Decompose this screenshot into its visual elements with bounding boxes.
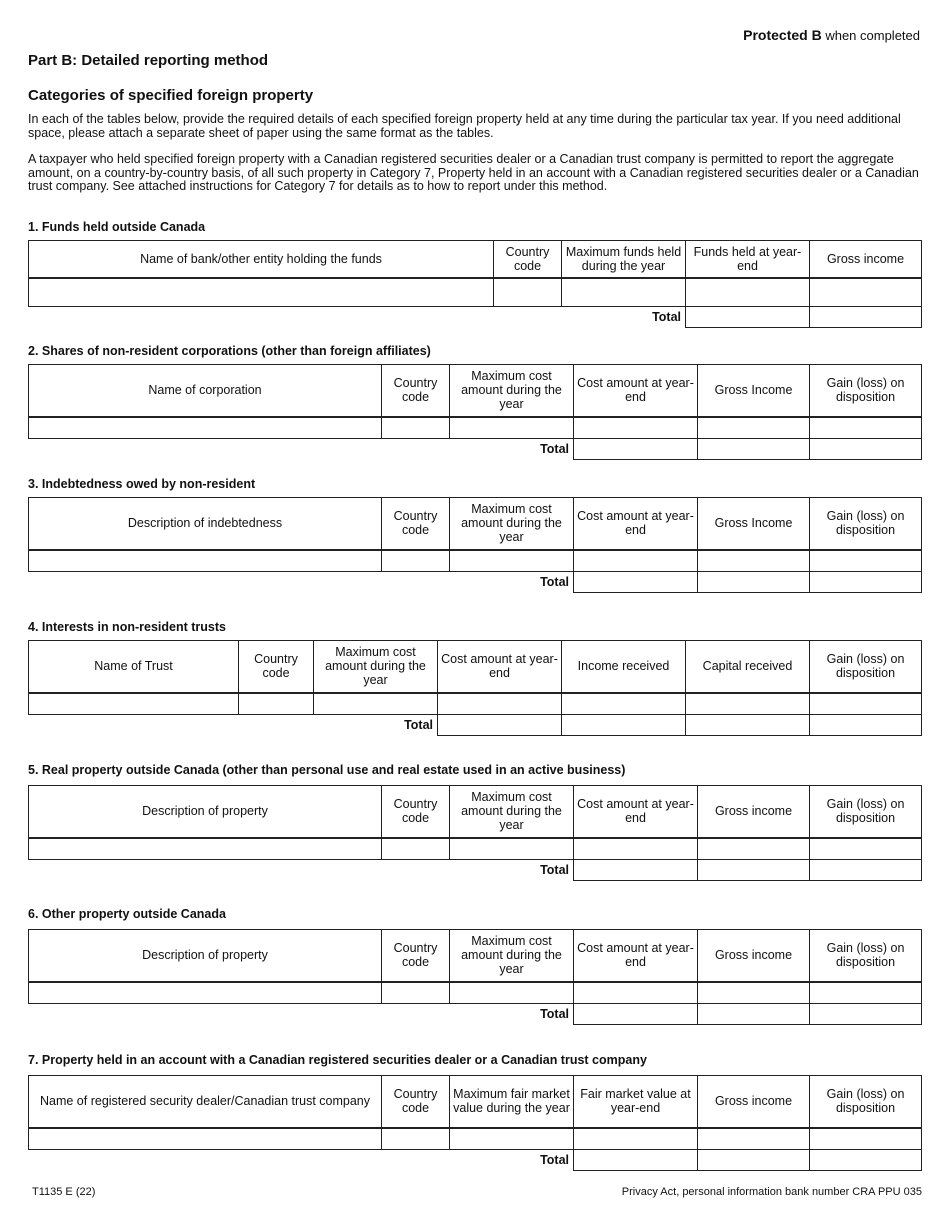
max-funds-field[interactable] xyxy=(562,278,686,307)
gain-loss-field[interactable] xyxy=(810,693,922,715)
year-end-cost-field[interactable] xyxy=(574,417,698,439)
section-6-table xyxy=(28,929,922,1025)
year-end-funds-field[interactable] xyxy=(686,278,810,307)
total-label: Total xyxy=(540,1007,569,1022)
max-fair-market-value-field[interactable] xyxy=(450,1128,574,1150)
country-code-field[interactable] xyxy=(382,838,450,860)
column-header: Description of property xyxy=(29,786,382,838)
protected-b-label: Protected B xyxy=(743,27,822,43)
column-header: Gross income xyxy=(698,786,810,838)
gross-income-field[interactable] xyxy=(698,982,810,1004)
income-received-field[interactable] xyxy=(562,693,686,715)
max-cost-field[interactable] xyxy=(450,982,574,1004)
column-header: Income received xyxy=(562,641,686,693)
total-gain-loss-field[interactable] xyxy=(810,1150,922,1171)
total-gain-loss-field[interactable] xyxy=(810,860,922,881)
country-code-field[interactable] xyxy=(494,278,562,307)
column-header: Gross income xyxy=(698,930,810,982)
column-header: Gross Income xyxy=(698,498,810,550)
column-header: Gain (loss) on disposition xyxy=(810,786,922,838)
column-header: Description of indebtedness xyxy=(29,498,382,550)
entity-name-field[interactable] xyxy=(29,278,494,307)
intro-paragraph-2: A taxpayer who held specified foreign property with a Canadian registered securities dealer or a Canadian trust company is permitted to report the aggregate amount, on a country-by-country basis, of all such property in Category 7, Property held in an account with a Canadian registered securities dealer or a Canadian trust company. See attached instructions for Category 7 for details as to how to report under this method. xyxy=(28,152,919,193)
column-header: Name of Trust xyxy=(29,641,239,693)
section-4-title: 4. Interests in non-resident trusts xyxy=(28,620,226,634)
corporation-name-field[interactable] xyxy=(29,417,382,439)
gain-loss-field[interactable] xyxy=(810,417,922,439)
gross-income-field[interactable] xyxy=(698,1128,810,1150)
total-gross-income-field[interactable] xyxy=(698,572,810,593)
max-cost-field[interactable] xyxy=(314,693,438,715)
total-label: Total xyxy=(540,575,569,590)
total-gross-income-field[interactable] xyxy=(698,860,810,881)
column-header: Country code xyxy=(382,365,450,417)
total-cost-field[interactable] xyxy=(574,439,698,460)
indebtedness-description-field[interactable] xyxy=(29,550,382,572)
column-header: Country code xyxy=(382,1076,450,1128)
section-1-table xyxy=(28,240,922,328)
country-code-field[interactable] xyxy=(382,982,450,1004)
total-gross-income-field[interactable] xyxy=(698,439,810,460)
gross-income-field[interactable] xyxy=(698,550,810,572)
section-4-table xyxy=(28,640,922,736)
column-header: Description of property xyxy=(29,930,382,982)
gain-loss-field[interactable] xyxy=(810,550,922,572)
gain-loss-field[interactable] xyxy=(810,1128,922,1150)
dealer-name-field[interactable] xyxy=(29,1128,382,1150)
total-cost-field[interactable] xyxy=(574,860,698,881)
column-header: Country code xyxy=(494,241,562,278)
column-header: Maximum cost amount during the year xyxy=(450,930,574,982)
categories-title: Categories of specified foreign property xyxy=(28,87,314,104)
section-7-title: 7. Property held in an account with a Canadian registered securities dealer or a Canadian trust company xyxy=(28,1053,647,1067)
total-label: Total xyxy=(540,442,569,457)
column-header: Gain (loss) on disposition xyxy=(810,498,922,550)
country-code-field[interactable] xyxy=(382,417,450,439)
total-label: Total xyxy=(540,1153,569,1168)
column-header: Maximum fair market value during the year xyxy=(450,1076,574,1128)
column-header: Name of bank/other entity holding the funds xyxy=(29,241,494,278)
total-capital-field[interactable] xyxy=(686,715,810,736)
section-1-title: 1. Funds held outside Canada xyxy=(28,220,206,234)
column-header: Maximum cost amount during the year xyxy=(450,365,574,417)
section-3-title: 3. Indebtedness owed by non-resident xyxy=(28,477,256,491)
column-header: Maximum cost amount during the year xyxy=(450,786,574,838)
column-header: Gain (loss) on disposition xyxy=(810,930,922,982)
column-header: Maximum cost amount during the year xyxy=(314,641,438,693)
column-header: Country code xyxy=(239,641,314,693)
gain-loss-field[interactable] xyxy=(810,982,922,1004)
privacy-notice: Privacy Act, personal information bank number CRA PPU 035 xyxy=(621,1186,922,1198)
total-gain-loss-field[interactable] xyxy=(810,439,922,460)
year-end-cost-field[interactable] xyxy=(574,982,698,1004)
column-header: Cost amount at year-end xyxy=(438,641,562,693)
property-description-field[interactable] xyxy=(29,982,382,1004)
max-cost-field[interactable] xyxy=(450,838,574,860)
max-cost-field[interactable] xyxy=(450,417,574,439)
total-gross-income-field[interactable] xyxy=(698,1150,810,1171)
section-7-table xyxy=(28,1075,922,1171)
section-5-title: 5. Real property outside Canada (other than personal use and real estate used in an active business) xyxy=(28,763,626,777)
total-label: Total xyxy=(404,718,433,733)
total-gross-income-field[interactable] xyxy=(810,307,922,328)
trust-name-field[interactable] xyxy=(29,693,239,715)
section-6-title: 6. Other property outside Canada xyxy=(28,907,226,921)
section-3-table xyxy=(28,497,922,593)
year-end-cost-field[interactable] xyxy=(574,550,698,572)
year-end-cost-field[interactable] xyxy=(574,838,698,860)
column-header: Gain (loss) on disposition xyxy=(810,641,922,693)
column-header: Gross income xyxy=(810,241,922,278)
section-2-title: 2. Shares of non-resident corporations (other than foreign affiliates) xyxy=(28,344,431,358)
total-cost-field[interactable] xyxy=(574,1004,698,1025)
column-header: Country code xyxy=(382,786,450,838)
max-cost-field[interactable] xyxy=(450,550,574,572)
column-header: Country code xyxy=(382,930,450,982)
capital-received-field[interactable] xyxy=(686,693,810,715)
intro-paragraph-1: In each of the tables below, provide the required details of each specified foreign property held at any time during the particular tax year. If you need additional space, please attach a separate sheet of paper using the same format as the tables. xyxy=(28,112,901,140)
property-description-field[interactable] xyxy=(29,838,382,860)
protected-b-notice xyxy=(743,27,920,43)
year-end-cost-field[interactable] xyxy=(438,693,562,715)
gross-income-field[interactable] xyxy=(810,278,922,307)
total-fair-market-value-field[interactable] xyxy=(574,1150,698,1171)
column-header: Cost amount at year-end xyxy=(574,365,698,417)
column-header: Maximum cost amount during the year xyxy=(450,498,574,550)
gross-income-field[interactable] xyxy=(698,838,810,860)
total-label: Total xyxy=(540,863,569,878)
column-header: Capital received xyxy=(686,641,810,693)
form-identifier: T1135 E (22) xyxy=(32,1186,96,1198)
column-header: Name of corporation xyxy=(29,365,382,417)
total-year-end-funds-field[interactable] xyxy=(686,307,810,328)
protected-b-suffix: when completed xyxy=(821,28,920,43)
column-header: Fair market value at year-end xyxy=(574,1076,698,1128)
total-gain-loss-field[interactable] xyxy=(810,1004,922,1025)
country-code-field[interactable] xyxy=(382,550,450,572)
column-header: Maximum funds held during the year xyxy=(562,241,686,278)
column-header: Gain (loss) on disposition xyxy=(810,1076,922,1128)
column-header: Name of registered security dealer/Canadian trust company xyxy=(29,1076,382,1128)
section-2-table xyxy=(28,364,922,460)
country-code-field[interactable] xyxy=(239,693,314,715)
total-label: Total xyxy=(652,310,681,325)
column-header: Gain (loss) on disposition xyxy=(810,365,922,417)
country-code-field[interactable] xyxy=(382,1128,450,1150)
total-cost-field[interactable] xyxy=(574,572,698,593)
section-5-table xyxy=(28,785,922,881)
total-gain-loss-field[interactable] xyxy=(810,572,922,593)
column-header: Cost amount at year-end xyxy=(574,498,698,550)
column-header: Cost amount at year-end xyxy=(574,786,698,838)
total-cost-field[interactable] xyxy=(438,715,562,736)
gain-loss-field[interactable] xyxy=(810,838,922,860)
column-header: Gross Income xyxy=(698,365,810,417)
gross-income-field[interactable] xyxy=(698,417,810,439)
column-header: Funds held at year-end xyxy=(686,241,810,278)
part-title: Part B: Detailed reporting method xyxy=(28,52,269,69)
column-header: Gross income xyxy=(698,1076,810,1128)
total-gain-loss-field[interactable] xyxy=(810,715,922,736)
column-header: Cost amount at year-end xyxy=(574,930,698,982)
total-income-field[interactable] xyxy=(562,715,686,736)
column-header: Country code xyxy=(382,498,450,550)
total-gross-income-field[interactable] xyxy=(698,1004,810,1025)
year-end-fair-market-value-field[interactable] xyxy=(574,1128,698,1150)
